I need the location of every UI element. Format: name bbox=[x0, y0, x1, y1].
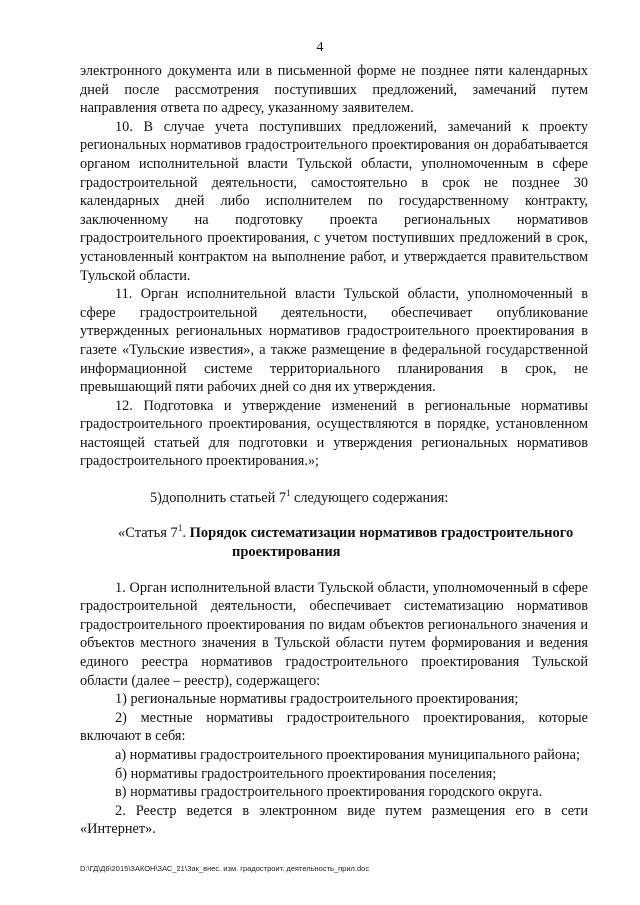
article-title-line2: проектирования bbox=[232, 543, 341, 560]
article-dot: . bbox=[182, 524, 190, 541]
item-5-text: дополнить статьей 7 bbox=[161, 490, 286, 507]
article-item-2: 2) местные нормативы градостроительного проектирования, которые включают в себя: bbox=[80, 709, 588, 745]
article-paragraph-2: 2. Реестр ведется в электронном виде путем размещения его в сети «Интернет». bbox=[80, 802, 588, 838]
page-number: 4 bbox=[316, 40, 324, 55]
article-item-b: б) нормативы градостроительного проектирования поселения; bbox=[115, 765, 497, 782]
article-item-a: а) нормативы градостроительного проектирования муниципального района; bbox=[115, 747, 580, 763]
footer-file-path: D:\ГД\Д6\2015\ЗАКОН\ЗАС_21\Зак_внес. изм. градостроит. деятельность_прил.doc bbox=[80, 864, 370, 873]
item-5-text-end: следующего содержания: bbox=[290, 490, 449, 507]
article-heading bbox=[80, 524, 588, 562]
article-prefix: «Статья 7 bbox=[118, 524, 178, 541]
item-5-sup: 1 bbox=[285, 488, 291, 499]
article-item-1: 1) региональные нормативы градостроительного проектирования; bbox=[115, 691, 519, 708]
paragraph-11: 11. Орган исполнительной власти Тульской области, уполномоченный в сфере градостроительной деятельности, обеспечивает опубликование утвержденных региональных нормативов градостроительного проектирования в газете «Тульские известия», а также размещение в федеральной государственной информационной системе территориального планирования в срок, не превышающий пяти рабочих дней со дня их утверждения. bbox=[80, 286, 588, 396]
article-title-line1: Порядок систематизации нормативов градостроительного bbox=[189, 524, 574, 541]
item-5 bbox=[80, 489, 588, 508]
article-sup: 1 bbox=[177, 522, 183, 533]
article-item-v: в) нормативы градостроительного проектирования городского округа. bbox=[115, 784, 543, 801]
document-body bbox=[80, 62, 588, 839]
article-paragraph-1: 1. Орган исполнительной власти Тульской области, уполномоченный в сфере градостроительной деятельности, обеспечивает систематизацию нормативов градостроительного проектирования по видам объектов регионального значения и объектов местного значения в Тульской области путем формирования и ведения единого реестра нормативов градостроительного проектирования Тульской области (далее – реестр), содержащего: bbox=[80, 579, 588, 689]
paragraph-10: 10. В случае учета поступивших предложений, замечаний к проекту региональных нормативов градостроительного проектирования он дорабатывается органом исполнительной власти Тульской области, уполномоченным в сфере градостроительной деятельности, самостоятельно в срок не позднее 30 календарных дней либо исполнителем по государственному контракту, заключенному на подготовку проекта региональных нормативов градостроительного проектирования, с учетом поступивших предложений в срок, установленный контрактом на выполнение работ, и утверждается правительством Тульской области. bbox=[80, 118, 588, 284]
paragraph-continuation: электронного документа или в письменной форме не позднее пяти календарных дней после рассмотрения поступивших предложений, замечаний путем направления ответа по адресу, указанному заявителем. bbox=[80, 63, 588, 117]
paragraph-12: 12. Подготовка и утверждение изменений в региональные нормативы градостроительного проектирования, осуществляются в порядке, установленном настоящей статьей для подготовки и утверждения региональных нормативов градостроительного проектирования.»; bbox=[80, 397, 588, 470]
item-5-number: 5) bbox=[150, 490, 162, 507]
